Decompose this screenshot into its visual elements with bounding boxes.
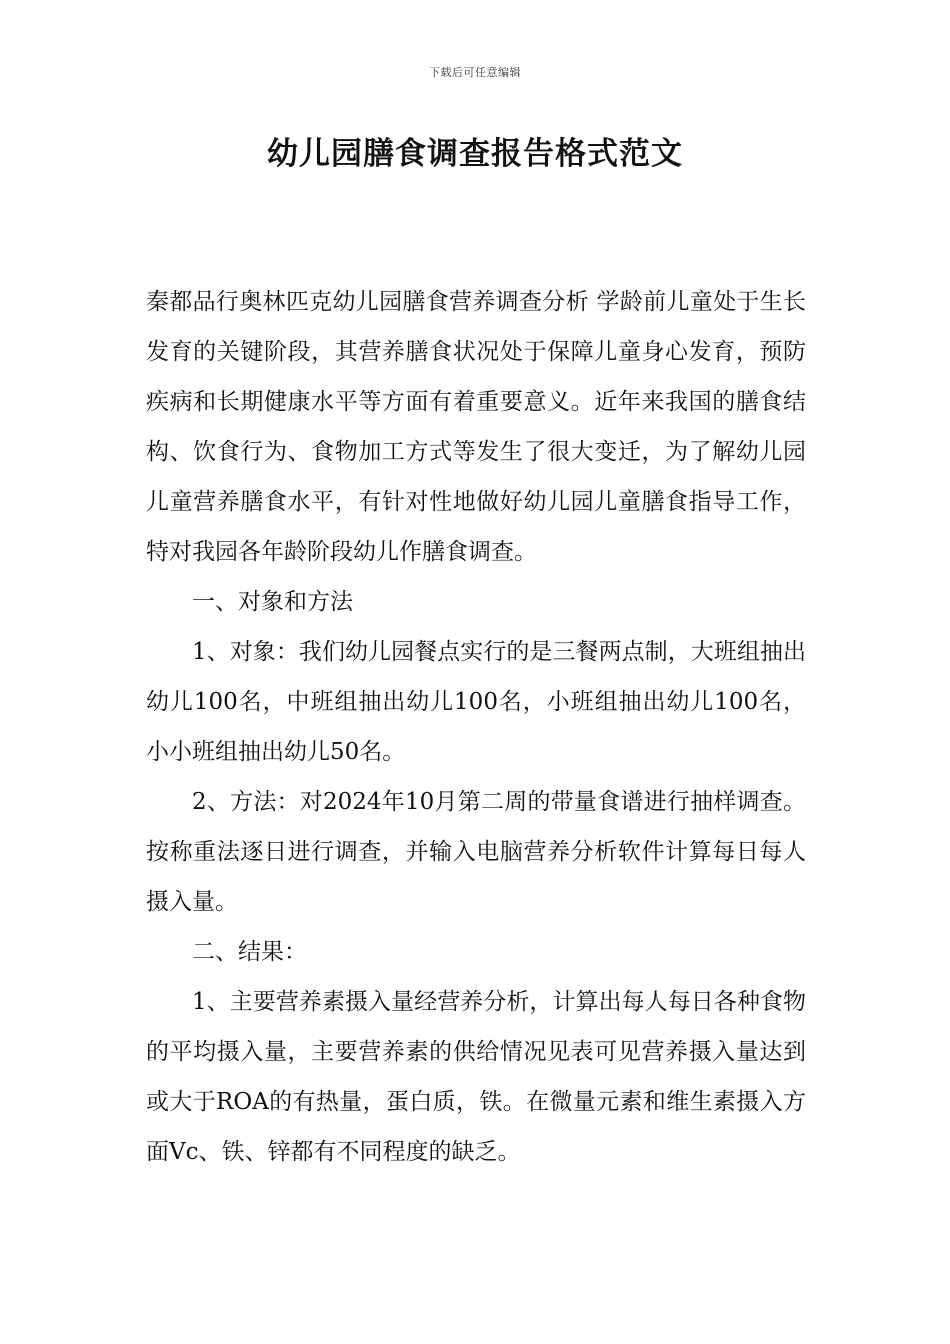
document-title: 幼儿园膳食调查报告格式范文	[267, 136, 683, 172]
paragraph-objects: 1、对象：我们幼儿园餐点实行的是三餐两点制，大班组抽出幼儿100名，中班组抽出幼儿100名，小班组抽出幼儿100名，小小班组抽出幼儿50名。	[146, 639, 806, 765]
section-heading-objects-methods: 一、对象和方法	[192, 589, 353, 615]
paragraph-methods: 2、方法：对2024年10月第二周的带量食谱进行抽样调查。按称重法逐日进行调查，并输入电脑营养分析软件计算每日每人摄入量。	[146, 789, 806, 915]
intro-paragraph: 秦都品行奥林匹克幼儿园膳食营养调查分析 学龄前儿童处于生长发育的关键阶段，其营养膳食状况处于保障儿童身心发育，预防疾病和长期健康水平等方面有着重要意义。近年来我国的膳食结构、饮食行为、食物加工方式等发生了很大变迁，为了解幼儿园儿童营养膳食水平，有针对性地做好幼儿园儿童膳食指导工作，特对我园各年龄阶段幼儿作膳食调查。	[146, 289, 806, 565]
section-heading-results: 二、结果：	[192, 939, 307, 965]
header-note: 下载后可任意编辑	[429, 66, 521, 79]
document-body	[146, 277, 806, 1177]
paragraph-results: 1、主要营养素摄入量经营养分析，计算出每人每日各种食物的平均摄入量，主要营养素的供给情况见表可见营养摄入量达到或大于ROA的有热量，蛋白质，铁。在微量元素和维生素摄入方面Vc、铁、锌都有不同程度的缺乏。	[146, 989, 806, 1165]
